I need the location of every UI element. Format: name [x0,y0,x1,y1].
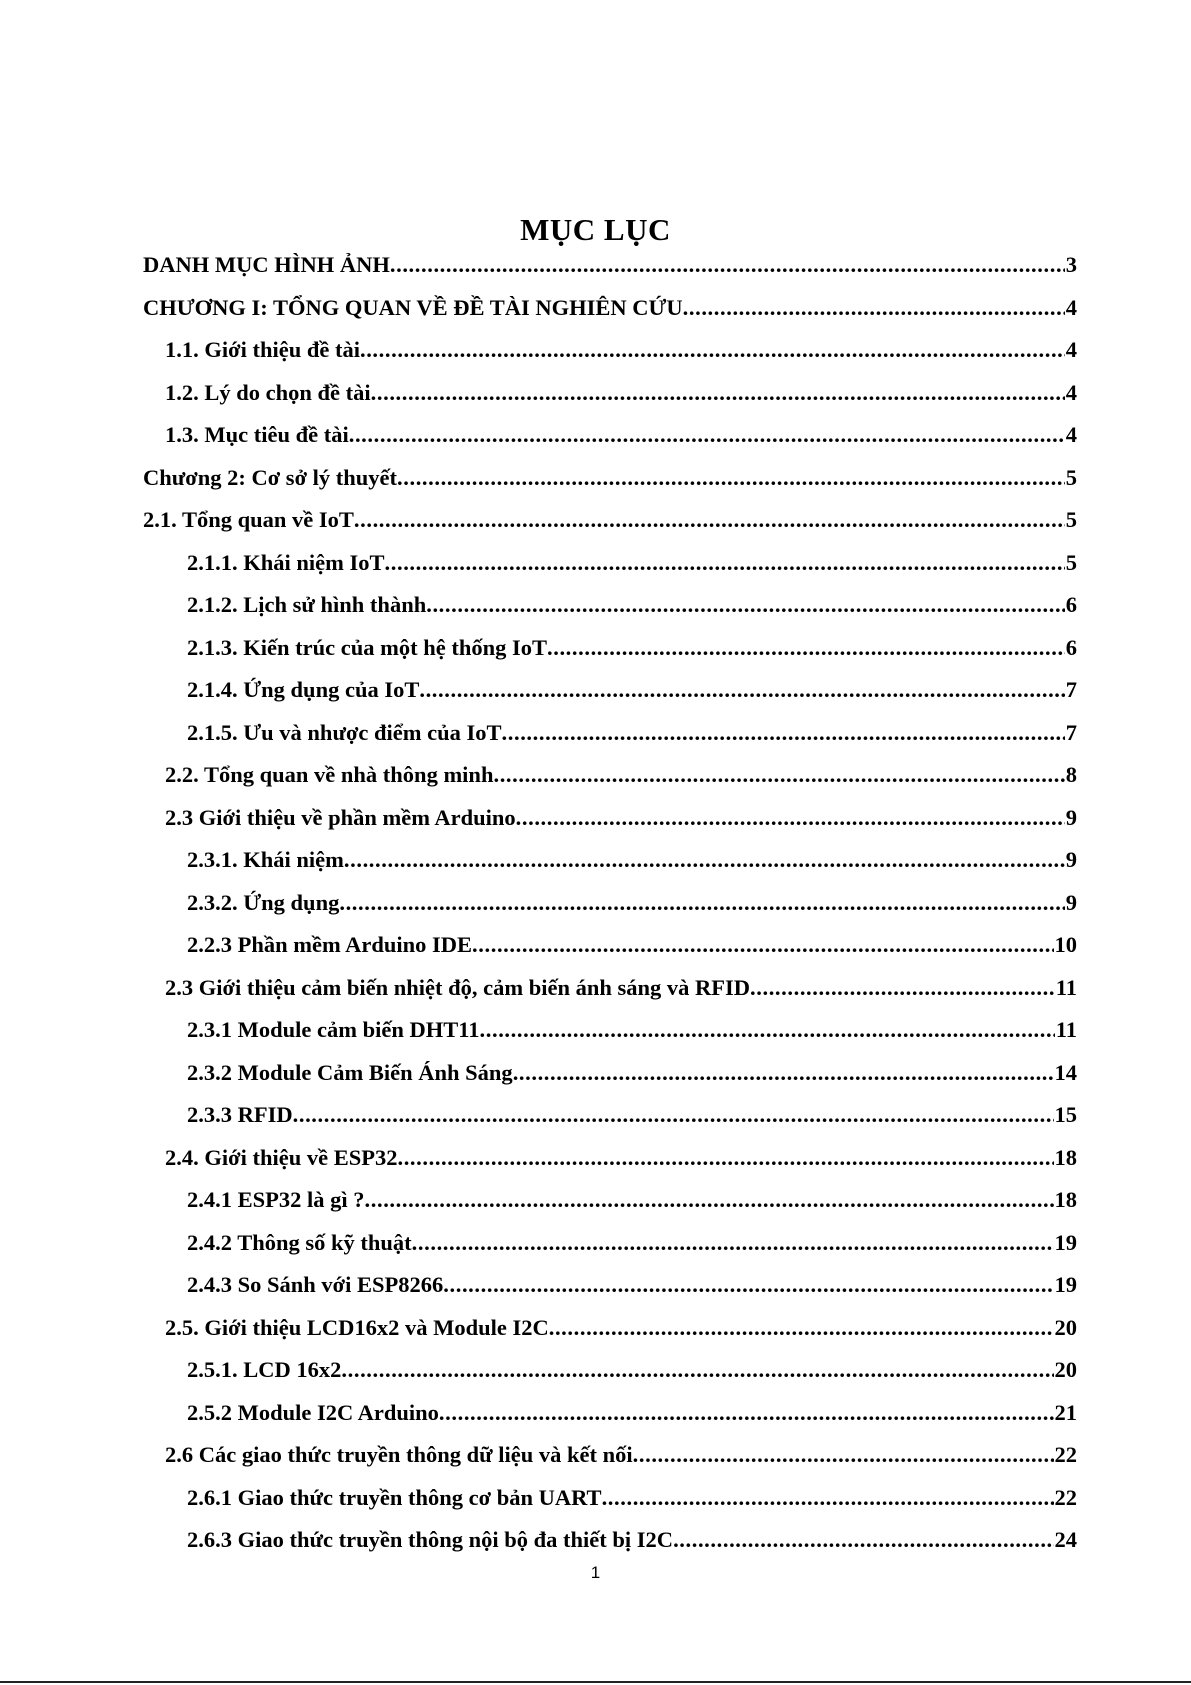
toc-dot-leader [480,1017,1055,1043]
toc-dot-leader [516,805,1065,831]
toc-entry-page: 18 [1054,1187,1077,1212]
toc-entry-page: 21 [1054,1399,1077,1425]
toc-entry-title: 2.1.1. Khái niệm IoT [187,549,385,575]
toc-entry[interactable] [143,1357,1077,1400]
toc-dot-leader [439,1400,1054,1426]
toc-entry-title: 1.1. Giới thiệu đề tài [165,337,360,362]
toc-entry-page: 19 [1054,1272,1077,1297]
toc-entry[interactable] [143,975,1077,1018]
toc-entry-title: 2.5.1. LCD 16x2 [187,1357,342,1382]
toc-entry-title: 2.1.4. Ứng dụng của IoT [187,677,420,702]
toc-entry-title: 2.1.5. Ưu và nhược điểm của IoT [187,719,502,745]
toc-entry-title: 2.6 Các giao thức truyền thông dữ liệu và kết nối [165,1442,633,1467]
toc-entry-page: 11 [1055,1017,1077,1042]
toc-entry-page: 22 [1054,1442,1077,1467]
toc-entry-page: 24 [1054,1527,1077,1552]
toc-entry[interactable] [143,805,1077,848]
toc-entry-title: CHƯƠNG I: TỔNG QUAN VỀ ĐỀ TÀI NGHIÊN CỨU [143,294,683,320]
toc-dot-leader [493,762,1064,788]
toc-entry[interactable] [143,1060,1077,1103]
toc-dot-leader [513,1060,1054,1086]
toc-entry[interactable] [143,1230,1077,1273]
toc-entry[interactable] [143,1442,1077,1485]
toc-dot-leader [339,890,1064,916]
toc-entry[interactable] [143,550,1077,593]
toc-dot-leader [354,507,1065,533]
toc-entry-page: 18 [1054,1144,1077,1170]
toc-entry-title: 2.3 Giới thiệu về phần mềm Arduino [165,804,516,830]
toc-entry-page: 3 [1065,252,1077,277]
toc-entry-page: 7 [1065,677,1077,702]
toc-entry[interactable] [143,422,1077,465]
toc-entry-page: 9 [1065,889,1077,915]
toc-dot-leader [633,1442,1054,1468]
toc-entry-page: 9 [1065,804,1077,830]
toc-dot-leader [349,422,1065,448]
toc-dot-leader [344,847,1065,873]
toc-dot-leader [371,380,1065,406]
toc-dot-leader [341,1357,1053,1383]
toc-entry-title: Chương 2: Cơ sở lý thuyết [143,464,398,490]
toc-entry[interactable] [143,252,1077,295]
toc-dot-leader [397,1145,1053,1171]
toc-entry-page: 5 [1065,549,1077,575]
toc-entry-title: 2.1. Tổng quan về IoT [143,507,354,532]
toc-entry-page: 11 [1055,974,1077,1000]
toc-entry[interactable] [143,847,1077,890]
toc-entry-title: 1.3. Mục tiêu đề tài [165,422,349,447]
toc-entry[interactable] [143,380,1077,423]
toc-dot-leader [385,550,1065,576]
toc-entry-title: 2.5.2 Module I2C Arduino [187,1399,439,1425]
toc-entry-page: 10 [1054,932,1077,957]
toc-entry[interactable] [143,1315,1077,1358]
toc-entry-title: 2.6.3 Giao thức truyền thông nội bộ đa thiết bị I2C [187,1527,674,1552]
toc-entry-page: 4 [1065,337,1077,362]
toc-entry[interactable] [143,592,1077,635]
toc-entry-page: 5 [1065,507,1077,532]
toc-dot-leader [412,1230,1054,1256]
toc-entry-title: 2.6.1 Giao thức truyền thông cơ bản UART [187,1484,602,1510]
toc-dot-leader [472,932,1053,958]
toc-dot-leader [443,1272,1053,1298]
toc-entry-page: 4 [1065,422,1077,447]
toc-entry-title: 2.4.1 ESP32 là gì ? [187,1187,365,1212]
toc-entry-page: 20 [1054,1357,1077,1382]
toc-dot-leader [293,1102,1054,1128]
toc-entry-page: 4 [1065,294,1077,320]
toc-entry[interactable] [143,1102,1077,1145]
toc-entry-page: 14 [1054,1059,1077,1085]
toc-entry[interactable] [143,295,1077,338]
toc-dot-leader [419,677,1064,703]
toc-entry[interactable] [143,677,1077,720]
toc-dot-leader [360,337,1065,363]
table-of-contents [143,252,1077,1570]
toc-entry-page: 15 [1054,1102,1077,1127]
toc-dot-leader [390,252,1065,278]
toc-dot-leader [602,1485,1054,1511]
page-number: 1 [590,1563,601,1582]
toc-dot-leader [397,465,1065,491]
toc-dot-leader [426,592,1065,618]
toc-entry[interactable] [143,635,1077,678]
toc-entry[interactable] [143,1187,1077,1230]
toc-entry[interactable] [143,1400,1077,1443]
toc-entry-title: 2.3 Giới thiệu cảm biến nhiệt độ, cảm biến ánh sáng và RFID [165,974,751,1000]
toc-entry-page: 6 [1065,592,1077,617]
toc-entry-page: 19 [1054,1229,1077,1255]
toc-entry-title: 2.3.2 Module Cảm Biến Ánh Sáng [187,1059,513,1085]
toc-entry[interactable] [143,1017,1077,1060]
toc-dot-leader [547,635,1065,661]
toc-entry-title: 2.4. Giới thiệu về ESP32 [165,1144,398,1170]
toc-entry-title: 2.2. Tổng quan về nhà thông minh [165,762,494,787]
toc-entry[interactable] [143,1485,1077,1528]
toc-entry-title: 2.4.2 Thông số kỹ thuật [187,1229,412,1255]
toc-entry[interactable] [143,932,1077,975]
toc-dot-leader [549,1315,1054,1341]
toc-dot-leader [673,1527,1053,1553]
toc-entry-title: 2.3.3 RFID [187,1102,293,1127]
toc-entry[interactable] [143,890,1077,933]
toc-entry-title: DANH MỤC HÌNH ẢNH [143,252,390,277]
toc-dot-leader [502,720,1065,746]
toc-entry-page: 9 [1065,847,1077,872]
toc-entry-page: 4 [1065,379,1077,405]
toc-entry[interactable] [143,762,1077,805]
toc-entry-page: 8 [1065,762,1077,787]
toc-entry-title: 2.2.3 Phần mềm Arduino IDE [187,932,473,957]
toc-entry-page: 7 [1065,719,1077,745]
toc-entry-title: 2.3.2. Ứng dụng [187,889,340,915]
page-title: MỤC LỤC [520,212,671,247]
toc-entry[interactable] [143,1145,1077,1188]
toc-entry-title: 1.2. Lý do chọn đề tài [165,379,371,405]
toc-entry-page: 5 [1065,464,1077,490]
toc-entry-title: 2.3.1. Khái niệm [187,847,344,872]
toc-entry-page: 20 [1054,1314,1077,1340]
toc-entry-title: 2.1.3. Kiến trúc của một hệ thống IoT [187,634,547,660]
toc-entry[interactable] [143,507,1077,550]
page-bottom-border [0,1681,1191,1683]
toc-entry-title: 2.3.1 Module cảm biến DHT11 [187,1017,480,1042]
toc-entry[interactable] [143,720,1077,763]
toc-dot-leader [683,295,1065,321]
toc-entry[interactable] [143,337,1077,380]
toc-entry-page: 6 [1065,634,1077,660]
toc-entry-title: 2.1.2. Lịch sử hình thành [187,592,427,617]
toc-dot-leader [365,1187,1054,1213]
toc-entry[interactable] [143,465,1077,508]
toc-entry-page: 22 [1054,1484,1077,1510]
toc-entry-title: 2.5. Giới thiệu LCD16x2 và Module I2C [165,1314,549,1340]
toc-entry[interactable] [143,1272,1077,1315]
toc-entry-title: 2.4.3 So Sánh với ESP8266 [187,1272,444,1297]
toc-dot-leader [750,975,1055,1001]
